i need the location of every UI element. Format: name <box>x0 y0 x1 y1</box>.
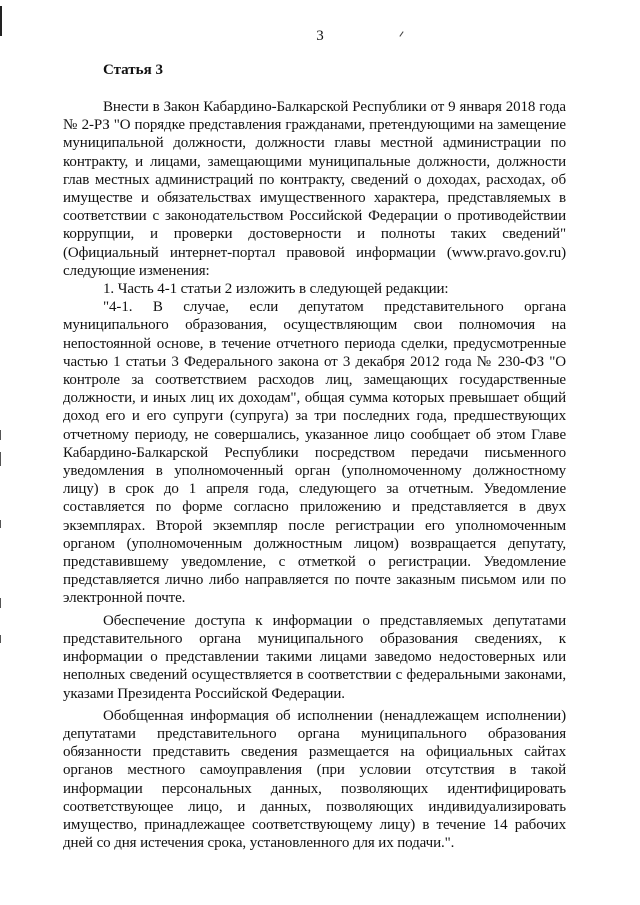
scan-edge-dash <box>0 430 1 440</box>
scan-edge-dash <box>0 635 1 643</box>
paragraph-part-4-1: "4-1. В случае, если депутатом представительного органа муниципального образования, осуществляющим свои полномочия на непостоянной основе, в течение отчетного периода сделки, предусмотренные частью 1 статьи 3 Федерального закона от 3 декабря 2012 года № 230-ФЗ "О контроле за соответствием расходов лиц, замещающих государственные должности, и иных лиц их доходам", общая сумма которых превышает общий доход его и его супруги (супруга) за три последних года, предшествующих отчетному периоду, не совершались, указанное лицо сообщает об этом Главе Кабардино-Балкарской Республики посредством передачи письменного уведомления в уполномоченный орган (уполномоченному должностному лицу) в срок до 1 апреля года, следующего за отчетным. Уведомление составляется по форме согласно приложению и представляется в двух экземплярах. Второй экземпляр после регистрации его уполномоченным органом (уполномоченным должностным лицом) возвращается депутату, представившему уведомление, с отметкой о регистрации. Уведомление представляется лично либо направляется по почте заказным письмом или по электронной почте. <box>63 299 566 607</box>
paragraph-intro: Внести в Закон Кабардино-Балкарской Республики от 9 января 2018 года № 2-РЗ "О порядке представления гражданами, претендующими на замещение муниципальной должности, должности главы местной администрации по контракту, и лицами, замещающими муниципальные должности, должности глав местных администраций по контракту, сведений о доходах, расходах, об имуществе и обязательствах имущественного характера, представляемых в соответствии с законодательством Российской Федерации о противодействии коррупции, и проверки достоверности и полноты таких сведений" (Официальный интернет-портал правовой информации (www.pravo.gov.ru) следующие изменения: <box>63 99 566 279</box>
article-title: Статья 3 <box>103 62 163 78</box>
scan-edge-dash <box>0 520 1 528</box>
paragraph-amendment-item: 1. Часть 4-1 статьи 2 изложить в следующей редакции: <box>103 281 449 298</box>
document-body <box>63 61 566 852</box>
paragraph-summary-info: Обобщенная информация об исполнении (ненадлежащем исполнении) депутатами представительного органа муниципального образования обязанности представить сведения размещается на официальных сайтах органов местного самоуправления (при условии отсутствия в такой информации персональных данных, позволяющих идентифицировать соответствующее лицо, и данных, позволяющих индивидуализировать имущество, принадлежащее соответствующему лицу) в течение 14 рабочих дней со дня истечения срока, установленного для их подачи.". <box>63 707 566 852</box>
paragraph-access-info: Обеспечение доступа к информации о представляемых депутатами представительного органа муниципального образования сведениях, к информации о представлении такими лицами заведомо недостоверных или неполных сведений осуществляется в соответствии с федеральными законами, указами Президента Российской Федерации. <box>63 612 566 702</box>
page-number: 3 <box>316 28 324 44</box>
scan-edge-dash <box>0 452 1 466</box>
scan-edge-dash <box>0 598 1 608</box>
